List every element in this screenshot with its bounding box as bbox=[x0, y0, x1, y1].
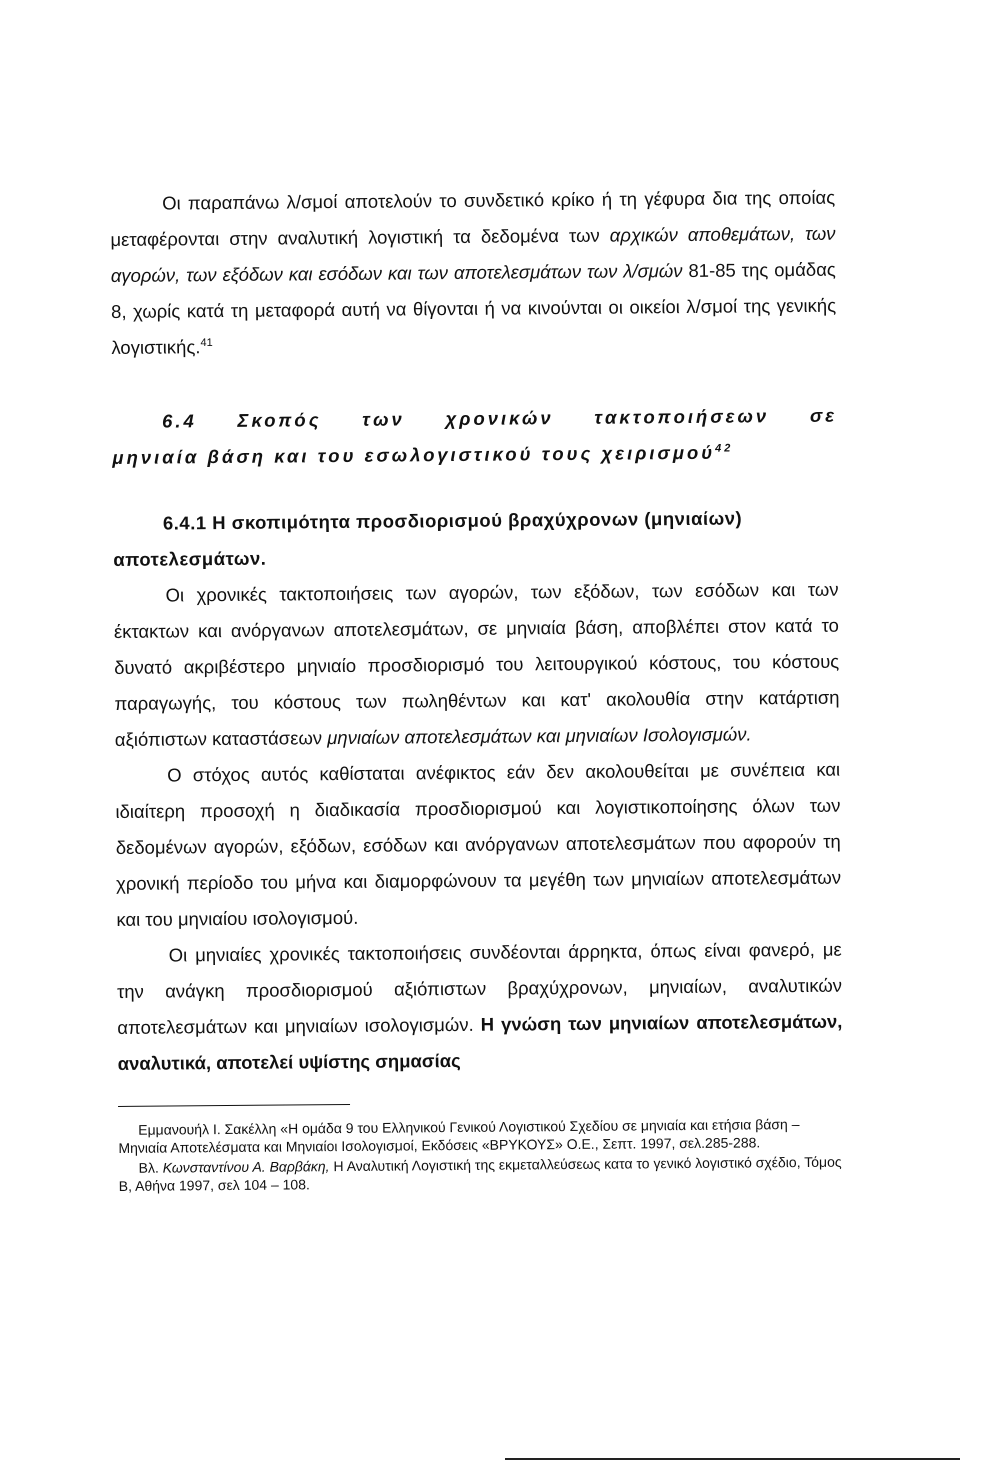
paragraph-2 bbox=[113, 572, 840, 758]
document-body bbox=[110, 180, 844, 1195]
paragraph-3 bbox=[115, 752, 842, 938]
subsection-heading-line-1: 6.4.1 Η σκοπιμότητα προσδιορισμού βραχύχρονων (μηνιαίων) bbox=[162, 507, 743, 534]
paragraph-4-text: Οι μηνιαίες χρονικές τακτοποιήσεις συνδέονται άρρηκτα, όπως είναι φανερό, με την ανάγκη προσδιορισμού αξιόπιστων βραχύχρονων, μηνιαίων, αναλυτικών αποτελεσμάτων και μηνιαίων ισολογισμών. bbox=[116, 938, 843, 1038]
subsection-heading bbox=[113, 500, 839, 578]
footnote-42-text: Η Αναλυτική Λογιστική της εκμεταλλεύσεως κατα το γενικό λογιστικό σχέδιο, Τόμος Β, Αθήνα 1997, σελ 104 – 108. bbox=[118, 1153, 842, 1194]
footnote-42-prefix: Βλ. bbox=[138, 1159, 163, 1176]
footnotes bbox=[118, 1115, 844, 1195]
footnote-separator bbox=[118, 1104, 350, 1107]
footnote-42 bbox=[118, 1153, 843, 1195]
footnote-ref-41: 41 bbox=[200, 336, 213, 350]
section-heading-line-2: μηνιαία βάση και του εσωλογιστικού τους χειρισμού bbox=[112, 441, 716, 468]
paragraph-1-italic: αρχικών αποθεμάτων, των αγορών, των εξόδων και εσόδων και των αποτελεσμάτων των λ/σμών bbox=[110, 222, 836, 286]
paragraph-1 bbox=[110, 180, 837, 366]
section-heading-line-1: 6.4 Σκοπός των χρονικών τακτοποιήσεων σε bbox=[161, 404, 838, 432]
footnote-41 bbox=[118, 1115, 843, 1157]
footnote-ref-42: 42 bbox=[715, 442, 734, 455]
paragraph-4 bbox=[117, 932, 843, 1082]
subsection-heading-line-2: αποτελεσμάτων. bbox=[113, 547, 267, 570]
section-heading-cont bbox=[112, 434, 837, 476]
paragraph-1-text-b: 81-85 της ομάδας 8, χωρίς κατά τη μεταφορά αυτή να θίγονται ή να κινούνται οι οικείοι λ/σμοί της γενικής λογιστικής. bbox=[111, 258, 837, 358]
paragraph-4-bold: Η γνώση των μηνιαίων αποτελεσμάτων, αναλυτικά, αποτελεί υψίστης σημασίας bbox=[117, 1010, 843, 1074]
paragraph-2-italic: μηνιαίων αποτελεσμάτων και μηνιαίων Ισολογισμών. bbox=[327, 723, 752, 749]
footnote-41-text: Εμμανουήλ Ι. Σακέλλη «Η ομάδα 9 του Ελληνικού Γενικού Λογιστικού Σχεδίου σε μηνιαία και ετήσια βάση – Μηνιαία Αποτελέσματα και Μηνιαίοι Ισολογισμοί, Εκδόσεις «ΒΡΥΚΟΥΣ» Ο.Ε., Σεπτ. 1997, σελ.285-288. bbox=[118, 1116, 800, 1156]
paragraph-3-text: Ο στόχος αυτός καθίσταται ανέφικτος εάν δεν ακολουθείται με συνέπεια και ιδιαίτερη προσοχή η διαδικασία προσδιορισμού και λογιστικοποίησης όλων των δεδομένων αγορών, εξόδων, εσόδων και ανόργανων αποτελεσμάτων που αφορούν τη χρονική περίοδο του μήνα και διαμορφώνουν τα μεγέθη των μηνιαίων αποτελεσμάτων και του μηνιαίου ισολογισμού. bbox=[115, 758, 842, 930]
footnote-42-author: Κωνσταντίνου Α. Βαρβάκη, bbox=[162, 1158, 330, 1176]
paragraph-1-text-a: Οι παραπάνω λ/σμοί αποτελούν το συνδετικό κρίκο ή τη γέφυρα δια της οποίας μεταφέρονται στην αναλυτική λογιστική τα δεδομένα των bbox=[110, 186, 836, 250]
paragraph-2-text: Οι χρονικές τακτοποιήσεις των αγορών, των εξόδων, των εσόδων και των έκτακτων και ανόργανων αποτελεσμάτων, σε μηνιαία βάση, αποβλέπει στον κατά το δυνατό ακριβέστερο μηνιαίο προσδιορισμό του λειτουργικού κόστους, του κόστους παραγωγής, του κόστους των πωληθέντων και κατ' ακολουθία στην κατάρτιση αξιόπιστων καταστάσεων bbox=[113, 578, 840, 750]
bottom-rule bbox=[505, 1458, 960, 1460]
